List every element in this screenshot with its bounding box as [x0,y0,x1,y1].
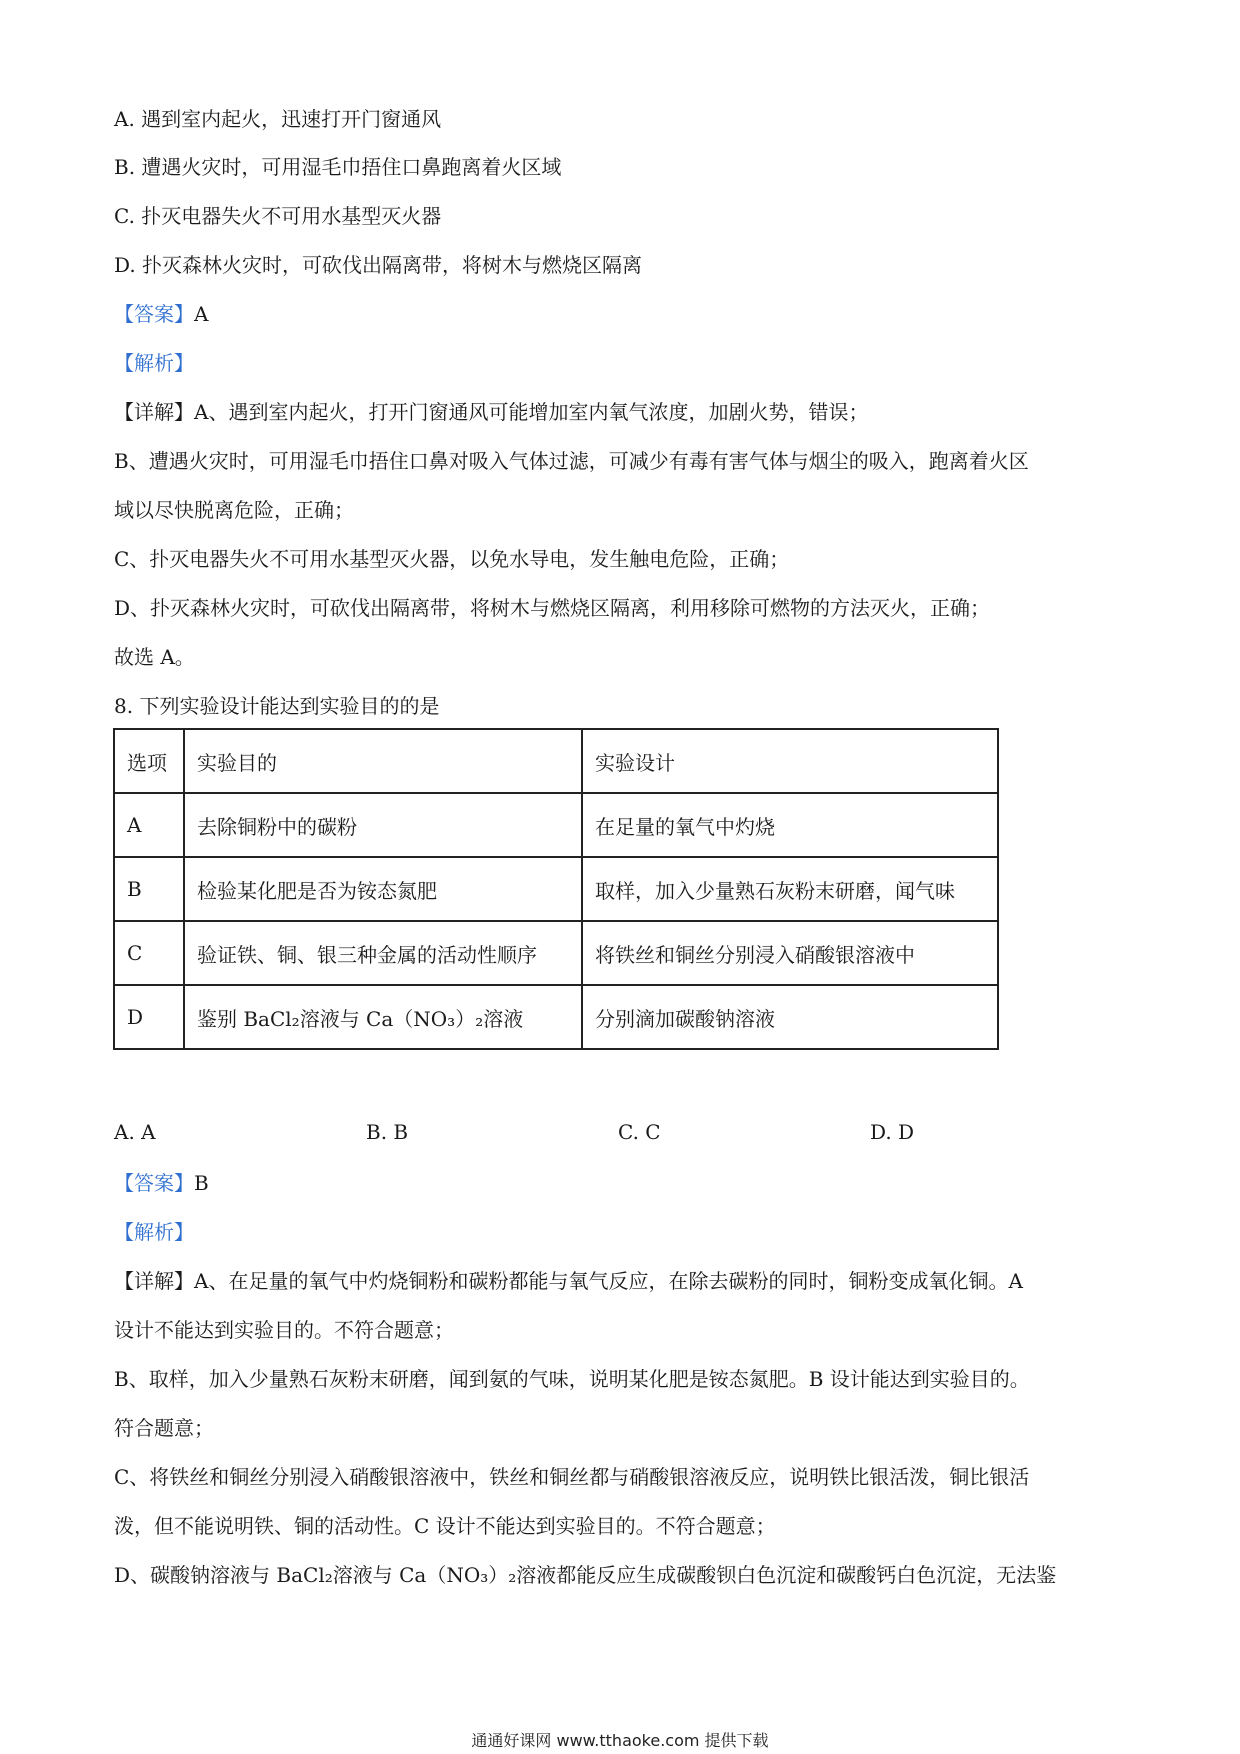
table-cell: 将铁丝和铜丝分别浸入硝酸银溶液中 [582,921,998,985]
table-row [114,793,998,857]
q8-detail-line: 【详解】A、在足量的氧气中灼烧铜粉和碳粉都能与氧气反应，在除去碳粉的同时，铜粉变成氧化铜。A [114,1269,1023,1293]
answer-value: A [194,302,209,326]
q7-analysis-tag: 【解析】 [114,351,194,375]
table-header-cell: 实验目的 [184,729,582,793]
table-cell: 分别滴加碳酸钠溶液 [582,985,998,1049]
q7-detail-line: B、遭遇火灾时，可用湿毛巾捂住口鼻对吸入气体过滤，可减少有毒有害气体与烟尘的吸入，跑离着火区 [114,449,1029,473]
q7-detail-line: 故选 A。 [114,645,195,669]
table-cell: A [114,793,184,857]
q7-option-c: C. 扑灭电器失火不可用水基型灭火器 [114,204,442,228]
q7-detail-line: 【详解】A、遇到室内起火，打开门窗通风可能增加室内氧气浓度，加剧火势，错误； [114,400,869,424]
answer-tag: 【答案】 [114,1171,194,1195]
table-row [114,921,998,985]
table-cell: C [114,921,184,985]
table-row [114,985,998,1049]
table-cell: 检验某化肥是否为铵态氮肥 [184,857,582,921]
q8-detail-line: 泼，但不能说明铁、铜的活动性。C 设计不能达到实验目的。不符合题意； [114,1514,776,1538]
table-cell: 取样，加入少量熟石灰粉末研磨，闻气味 [582,857,998,921]
q8-choice-a: A. A [114,1120,156,1144]
q7-option-d: D. 扑灭森林火灾时，可砍伐出隔离带，将树木与燃烧区隔离 [114,253,643,277]
q7-detail-line: C、扑灭电器失火不可用水基型灭火器，以免水导电，发生触电危险，正确； [114,547,790,571]
q8-stem: 8. 下列实验设计能达到实验目的的是 [114,694,440,718]
q8-answer [114,1169,209,1197]
q8-choice-b: B. B [366,1120,409,1144]
answer-tag: 【答案】 [114,302,194,326]
table-cell: B [114,857,184,921]
table-cell: 在足量的氧气中灼烧 [582,793,998,857]
q7-option-b: B. 遭遇火灾时，可用湿毛巾捂住口鼻跑离着火区域 [114,155,562,179]
table-cell: 验证铁、铜、银三种金属的活动性顺序 [184,921,582,985]
q8-choice-d: D. D [870,1120,915,1144]
page-footer: 通通好课网 www.tthaoke.com 提供下载 [471,1731,769,1750]
table-row [114,857,998,921]
q7-answer [114,300,208,328]
q8-detail-line: D、碳酸钠溶液与 BaCl₂溶液与 Ca（NO₃）₂溶液都能反应生成碳酸钡白色沉淀和碳酸钙白色沉淀，无法鉴 [114,1563,1057,1587]
q7-detail-line: D、扑灭森林火灾时，可砍伐出隔离带，将树木与燃烧区隔离，利用移除可燃物的方法灭火，正确； [114,596,991,620]
table-cell: 去除铜粉中的碳粉 [184,793,582,857]
q8-analysis-tag: 【解析】 [114,1220,194,1244]
q8-choices [114,1120,1014,1148]
experiment-table [113,728,999,1050]
q8-detail-line: 设计不能达到实验目的。不符合题意； [114,1318,454,1342]
q8-detail-line: C、将铁丝和铜丝分别浸入硝酸银溶液中，铁丝和铜丝都与硝酸银溶液反应，说明铁比银活泼，铜比银活 [114,1465,1030,1489]
table-header-cell: 选项 [114,729,184,793]
q7-option-a: A. 遇到室内起火，迅速打开门窗通风 [114,107,442,131]
answer-value: B [194,1171,209,1195]
table-cell: 鉴别 BaCl₂溶液与 Ca（NO₃）₂溶液 [184,985,582,1049]
q8-detail-line: B、取样，加入少量熟石灰粉末研磨，闻到氨的气味，说明某化肥是铵态氮肥。B 设计能达到实验目的。 [114,1367,1030,1391]
q7-detail-line: 域以尽快脱离危险，正确； [114,498,354,522]
q8-choice-c: C. C [618,1120,661,1144]
table-header-row [114,729,998,793]
q8-detail-line: 符合题意； [114,1416,214,1440]
table-header-cell: 实验设计 [582,729,998,793]
table-cell: D [114,985,184,1049]
